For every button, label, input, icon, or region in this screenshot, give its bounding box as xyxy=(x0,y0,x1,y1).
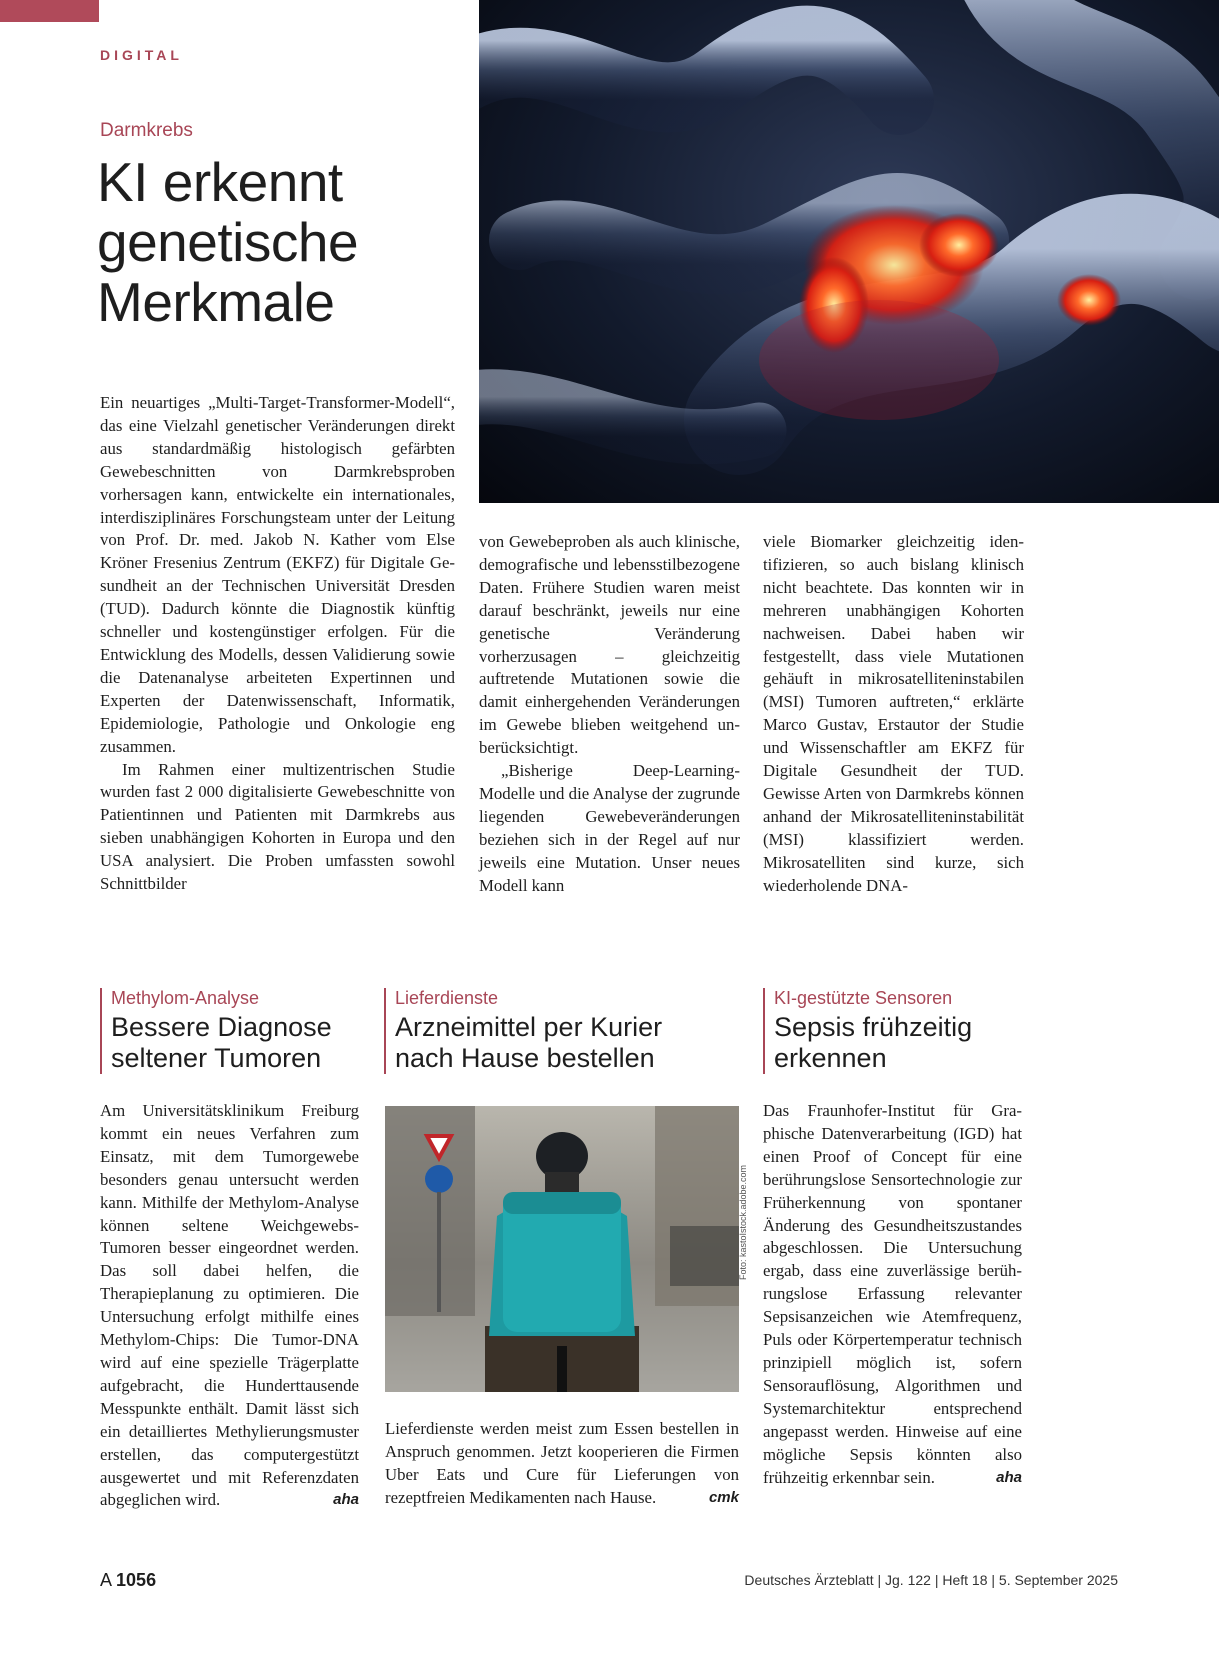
sepsis-signature: aha xyxy=(996,1468,1022,1486)
photo-credit: Foto: kastoIstock.adobe.com xyxy=(738,1164,748,1280)
main-paragraph: Im Rahmen einer multizentrischen Studie wurden fast 2 000 digitalisierte Gewebeschnitte von Patientinnen und Patienten mit Darmkrebs aus sieben unabhängigen Kohorten in Europa und den USA analysiert. Die Proben umfassten sowohl Schnittbilder xyxy=(100,759,455,894)
page-number-value: 1056 xyxy=(116,1570,157,1590)
liefer-text: Lieferdienste werden meist zum Essen bestellen in Anspruch genommen. Jetzt kooperieren die Firmen Uber Eats und Cure für Lieferungen von rezeptfreien Medikamenten nach Hause. xyxy=(385,1419,739,1507)
page-prefix: A xyxy=(100,1570,112,1590)
methylom-signature: aha xyxy=(333,1491,359,1509)
colon-tumor-illustration xyxy=(479,0,1219,503)
page-number xyxy=(100,1570,156,1591)
main-paragraph: von Gewebeproben als auch klinische, demografische und lebensstilbezogene Daten. Frühere Studien waren meist darauf beschränkt, jeweils nur eine genetische Veränderung vorherzusagen – gleichzeitig auftretende Mutationen sowie die damit einhergehenden Veränderungen im Gewebe blieben weitgehend unberücksichtigt. xyxy=(479,532,740,758)
methylom-headline: Bessere Diagnose seltener Tumoren xyxy=(111,1012,332,1073)
main-column-1 xyxy=(100,392,455,896)
liefer-header xyxy=(384,988,695,1074)
main-kicker: Darmkrebs xyxy=(100,120,193,141)
sepsis-headline: Sepsis frühzeitig erkennen xyxy=(774,1012,973,1073)
liefer-headline: Arzneimittel per Kurier nach Hause bestellen xyxy=(395,1012,663,1073)
sepsis-body xyxy=(763,1100,1022,1489)
sepsis-kicker: KI-gestützte Sensoren xyxy=(774,988,953,1008)
main-column-2 xyxy=(479,531,740,898)
main-column-3 xyxy=(763,531,1024,898)
delivery-courier-photo xyxy=(385,1106,739,1392)
sepsis-header xyxy=(763,988,1024,1074)
methylom-body xyxy=(100,1100,359,1512)
methylom-kicker: Methylom-Analyse xyxy=(111,988,260,1008)
liefer-signature: cmk xyxy=(708,1488,739,1506)
corner-accent-bar xyxy=(0,0,99,22)
liefer-body xyxy=(385,1418,739,1510)
section-label: DIGITAL xyxy=(100,47,183,63)
methylom-text: Am Universitätsklinikum Freiburg kommt ein neues Verfahren zum Einsatz, mit dem Tumorgewebe besonders genau untersucht werden kann. Mithilfe der Methylom-Analyse können seltene Weichgewebs-Tumoren besser eingeordnet werden. Das soll dabei helfen, die Therapieplanung zu optimieren. Die Untersuchung erfolgt mithilfe eines Methylom-Chips: Die Tumor-DNA wird auf eine spezielle Trägerplatte aufgebracht, die Hunderttausende Messpunkte enthält. Damit lässt sich ein detailliertes Methylierungsmuster erstellen, das computergestützt ausgewertet und mit Referenzdaten abgeglichen wird. xyxy=(100,1101,359,1510)
liefer-kicker: Lieferdienste xyxy=(395,988,499,1008)
main-paragraph: Ein neuartiges „Multi-Target-Transformer-Modell“, das eine Vielzahl genetischer Veränderungen direkt aus standardmäßig histologisch gefärbten Gewebeschnitten von Darmkrebsproben vorhersagen kann, entwickelte ein internationales, interdisziplinäres Forschungsteam unter der Leitung von Prof. Dr. med. Jakob N. Kather vom Else Kröner Fresenius Zentrum (EKFZ) für Digitale Gesundheit an der Technischen Universität Dresden (TUD). Dadurch könnte die Diagnostik künftig schneller und kostengünstiger erfolgen. Für die Entwicklung des Modells, dessen Validierung sowie die Datenanalyse arbeiteten Expertinnen und Experten der Datenwissenschaft, Informatik, Epidemiologie, Pathologie und Onkologie eng zusammen. xyxy=(100,393,455,756)
main-paragraph: viele Biomarker gleichzeitig identifizieren, so auch bislang klinisch nicht beachtete. Das konnten wir in mehreren unabhängigen Kohorten nachweisen. Dabei haben wir festgestellt, dass viele Mutationen gehäuft in mikrosatelliteninstabilen (MSI) Tumoren auftreten,“ erklärte Marco Gustav, Erstautor der Studie und Wissenschaftler am EKFZ für Digitale Gesundheit der TUD. Gewisse Arten von Darmkrebs können anhand der Mikrosatelliteninstabilität (MSI) klassifiziert werden. Mikrosatelliten sind kurze, sich wiederholende DNA- xyxy=(763,532,1024,895)
main-paragraph: „Bisherige Deep-Learning-Modelle und die Analyse der zugrunde liegenden Gewebeveränderungen beziehen sich in der Regel auf nur jeweils eine Mutation. Unser neues Modell kann xyxy=(479,761,740,895)
main-headline: KI erkennt genetische Merkmale xyxy=(97,151,359,333)
journal-footer: Deutsches Ärzteblatt | Jg. 122 | Heft 18 | 5. September 2025 xyxy=(744,1572,1118,1588)
methylom-header xyxy=(100,988,361,1074)
sepsis-text: Das Fraunhofer-Institut für Graphische Datenverarbeitung (IGD) hat einen Proof of Concept für eine berührungslose Sensortechnologie zur Früherkennung von spontaner Änderung des Gesundheitszustandes abgeschlossen. Die Untersuchung ergab, dass eine zuverlässige berührungslose Erfassung relevanter Sepsisanzeichen wie Atemfrequenz, Puls oder Körpertemperatur technisch prinzipiell möglich ist, sofern Sensorauflösung, Algorithmen und Systemarchitektur entsprechend angepasst werden. Hinweise auf eine mögliche Sepsis könnten also frühzeitig erkennbar sein. xyxy=(763,1101,1022,1487)
